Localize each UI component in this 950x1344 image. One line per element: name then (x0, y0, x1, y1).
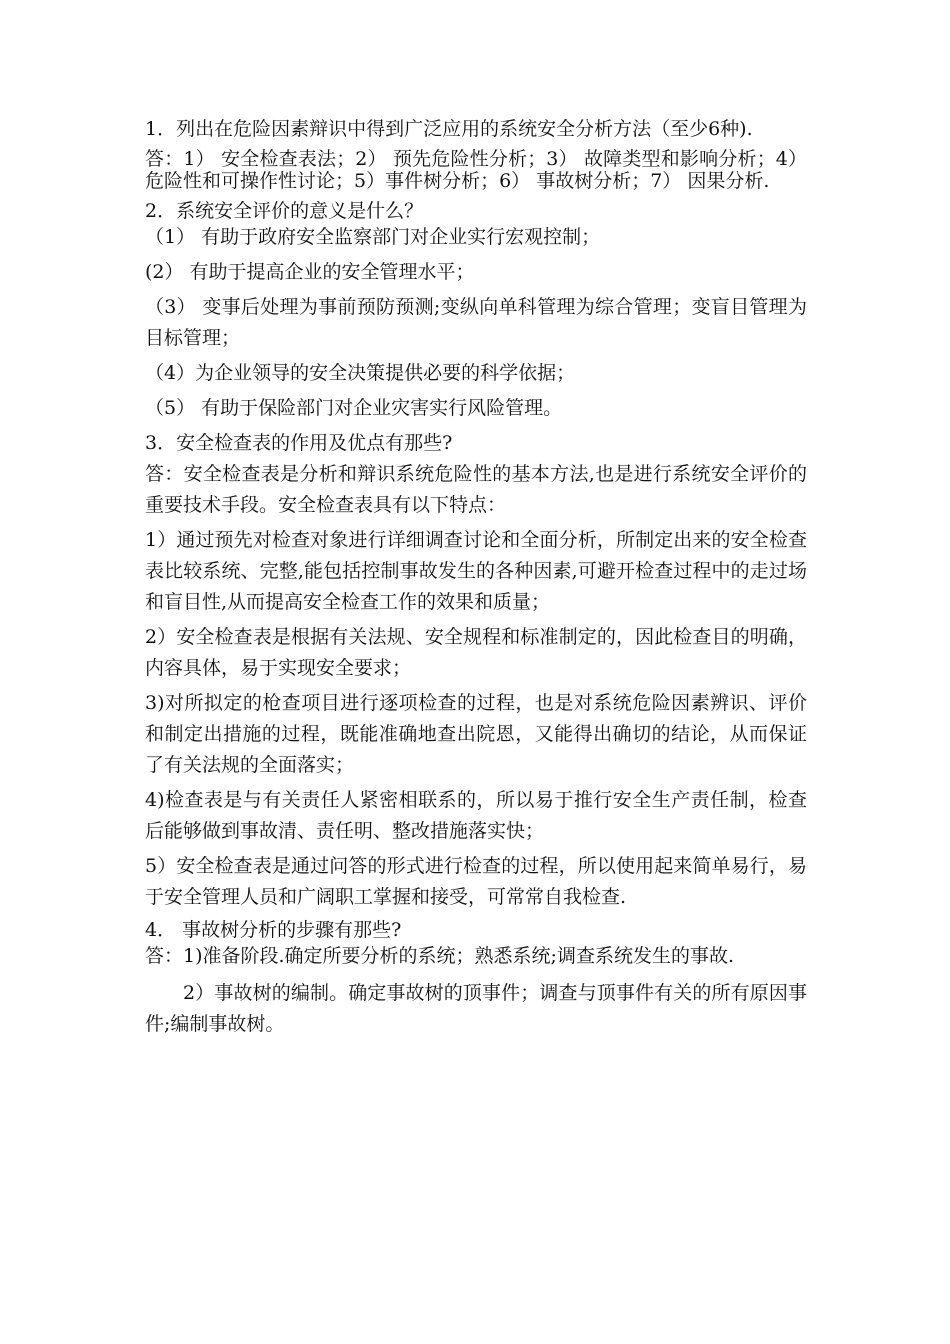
answer-1: 答：1） 安全检查表法；2） 预先危险性分析；3） 故障类型和影响分析；4） 危险性和可操作性讨论；5）事件树分析；6） 事故树分析；7） 因果分析. (145, 148, 807, 192)
answer-4-step-1: 答：1)准备阶段.确定所要分析的系统；熟悉系统;调查系统发生的事故. (145, 945, 734, 967)
question-4: 4． 事故树分析的步骤有那些? (145, 919, 402, 941)
answer-3-item-4: 4)检查表是与有关责任人紧密相联系的，所以易于推行安全生产责任制，检查后能够做到事故清、责任明、整改措施落实快； (145, 789, 807, 842)
answer-2-item-2: (2） 有助于提高企业的安全管理水平； (145, 261, 475, 283)
answer-3-item-5: 5）安全检查表是通过问答的形式进行检查的过程，所以使用起来简单易行，易于安全管理人员和广阔职工掌握和接受，可常常自我检查. (145, 855, 807, 908)
answer-4-step-2: 2）事故树的编制。确定事故树的顶事件；调查与顶事件有关的所有原因事件;编制事故树。 (145, 982, 807, 1035)
answer-2-item-3: （3） 变事后处理为事前预防预测;变纵向单科管理为综合管理；变盲目管理为目标管理； (145, 296, 807, 349)
answer-2-item-5: （5） 有助于保险部门对企业灾害实行风险管理。 (145, 397, 563, 419)
document-body (145, 118, 807, 1040)
question-2: 2．系统安全评价的意义是什么？ (145, 200, 424, 222)
question-1: 1．列出在危险因素辩识中得到广泛应用的系统安全分析方法（至少6种). (145, 118, 753, 140)
answer-3-item-1: 1）通过预先对检查对象进行详细调查讨论和全面分析，所制定出来的安全检查表比较系统、完整,能包括控制事故发生的各种因素,可避开检查过程中的走过场和盲目性,从而提高安全检查工作的效果和质量； (145, 529, 807, 613)
answer-3-intro: 答：安全检查表是分析和辩识系统危险性的基本方法,也是进行系统安全评价的重要技术手段。安全检查表具有以下特点： (145, 463, 807, 516)
answer-2-item-1: （1） 有助于政府安全监察部门对企业实行宏观控制； (145, 226, 601, 248)
answer-2-item-4: （4）为企业领导的安全决策提供必要的科学依据； (145, 362, 576, 384)
answer-3-item-2: 2）安全检查表是根据有关法规、安全规程和标准制定的，因此检查目的明确，内容具体，易于实现安全要求； (145, 626, 807, 679)
question-3: 3．安全检查表的作用及优点有那些? (145, 432, 453, 454)
answer-3-item-3: 3)对所拟定的枪查项目进行逐项检查的过程，也是对系统危险因素辨识、评价和制定出措施的过程，既能准确地查出院恩，又能得出确切的结论，从而保证了有关法规的全面落实； (145, 692, 807, 776)
